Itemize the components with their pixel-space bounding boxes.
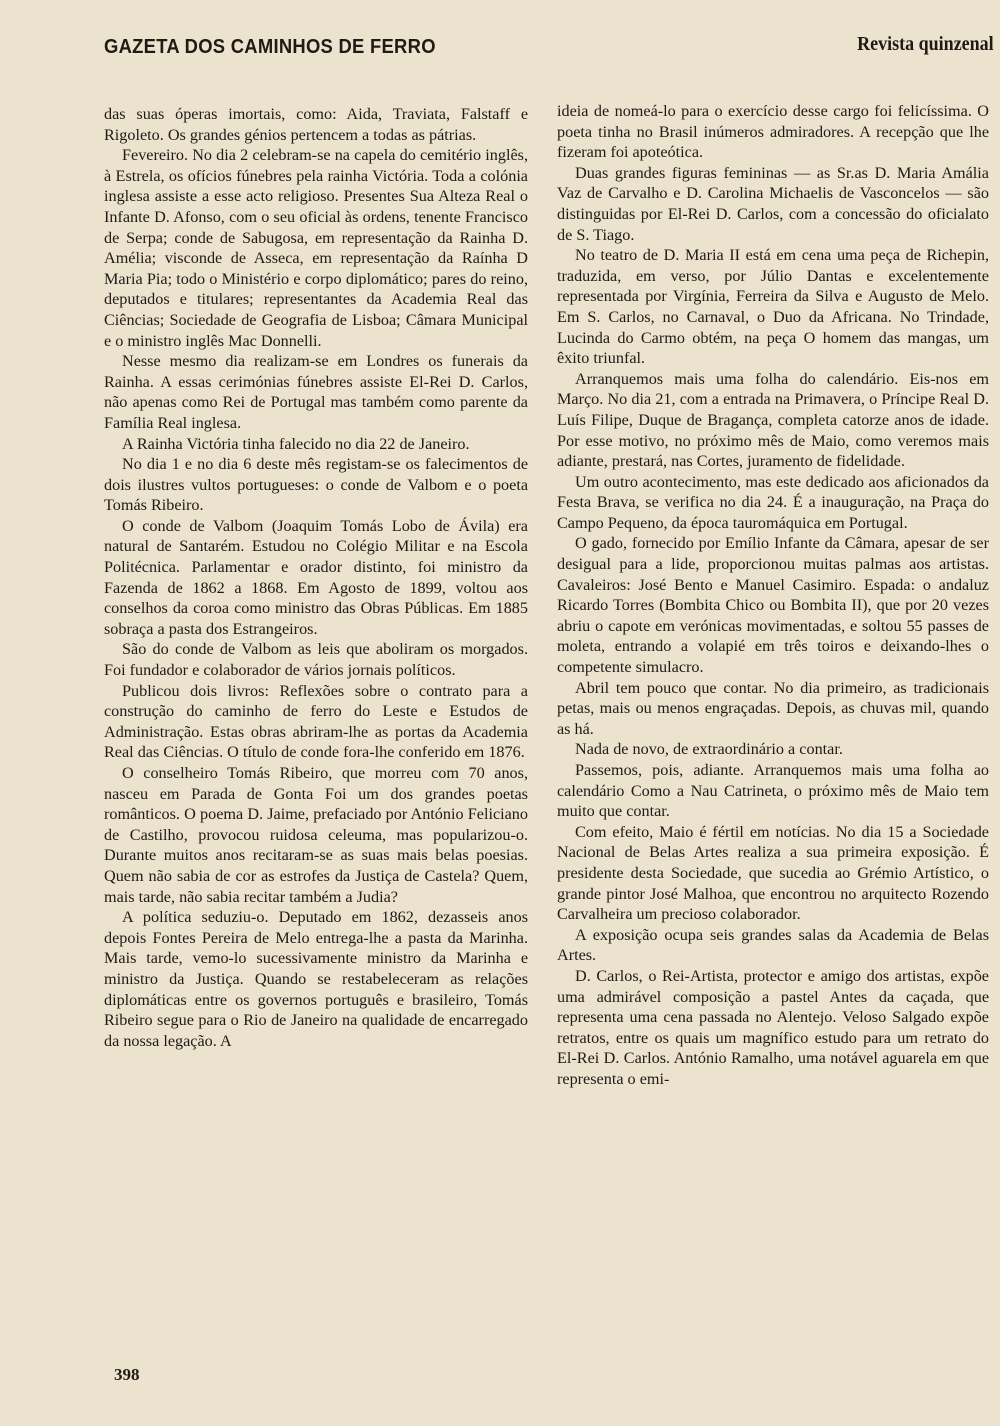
paragraph: O conde de Valbom (Joaquim Tomás Lobo de Ávila) era natural de Santarém. Estudou no Colégio Militar e na Escola Politécnica. Parlamentar e orador distinto, foi ministro da Fazenda de 1862 a 1868. Em Agosto de 1899, voltou aos conselhos da coroa como ministro das Obras Públicas. Em 1885 sobraça a pasta dos Estrangeiros. [104,516,528,638]
paragraph: Passemos, pois, adiante. Arranquemos mais uma folha ao calendário Como a Nau Catrineta, o próximo mês de Maio tem muito que contar. [557,761,989,821]
paragraph: No teatro de D. Maria II está em cena uma peça de Richepin, traduzida, em verso, por Júlio Dantas e excelentemente representada por Virgínia, Ferreira da Silva e Augusto de Melo. Em S. Carlos, no Carnaval, o Duo da Africana. No Trindade, Lucinda do Carmo obtém, na peça O homem das mangas, um êxito triunfal. [557,246,989,368]
right-column [557,101,989,1090]
paragraph: O conselheiro Tomás Ribeiro, que morreu com 70 anos, nasceu em Parada de Gonta Foi um dos grandes poetas românticos. O poema D. Jaime, prefaciado por António Feliciano de Castilho, provocou ruidosa celeuma, mas popularizou-o. Durante muitos anos recitaram-se as suas mais belas poesias. Quem não sabia de cor as estrofes da Justiça de Castela? Quem, mais tarde, não sabia recitar também a Judia? [104,764,528,906]
paragraph: A política seduziu-o. Deputado em 1862, dezasseis anos depois Fontes Pereira de Melo entrega-lhe a pasta da Marinha. Mais tarde, vemo-lo sucessivamente ministro da Marinha e ministro da Justiça. Quando se restabeleceram as relações diplomáticas entre os governos português e brasileiro, Tomás Ribeiro segue para o Rio de Janeiro na qualidade de encarregado da nossa legação. A [104,908,528,1050]
paragraph: A exposição ocupa seis grandes salas da Academia de Belas Artes. [557,925,989,965]
paragraph: Um outro acontecimento, mas este dedicado aos aficionados da Festa Brava, se verifica no dia 24. É a inauguração, na Praça do Campo Pequeno, da época tauromáquica em Portugal. [557,472,989,532]
paragraph: No dia 1 e no dia 6 deste mês registam-se os falecimentos de dois ilustres vultos portugueses: o conde de Valbom e o poeta Tomás Ribeiro. [104,455,528,515]
left-column [104,104,528,1051]
journal-section: Revista quinzenal [857,33,994,55]
paragraph: Arranquemos mais uma folha do calendário. Eis-nos em Março. No dia 21, com a entrada na Primavera, o Príncipe Real D. Luís Filipe, Duque de Bragança, completa catorze anos de idade. Por esse motivo, no próximo mês de Maio, como veremos mais adiante, prestará, nas Cortes, juramento de fidelidade. [557,369,989,471]
paragraph: Fevereiro. No dia 2 celebram-se na capela do cemitério inglês, à Estrela, os ofícios fúnebres pela rainha Victória. Toda a colónia inglesa assiste a esse acto religioso. Presentes Sua Alteza Real o Infante D. Afonso, com o seu oficial às ordens, tenente Francisco de Serpa; conde de Sabugosa, em representação da Rainha D. Amélia; visconde de Asseca, em representação da Raínha D Maria Pia; todo o Ministério e corpo diplomático; pares do reino, deputados e titulares; representantes da Academia Real das Ciências; Sociedade de Geografia de Lisboa; Câmara Municipal e o ministro inglês Mac Donnelli. [104,146,528,350]
paragraph: Nesse mesmo dia realizam-se em Londres os funerais da Rainha. A essas cerimónias fúnebres assiste El-Rei D. Carlos, não apenas como Rei de Portugal mas também como parente da Família Real inglesa. [104,352,528,432]
journal-title: GAZETA DOS CAMINHOS DE FERRO [104,36,436,58]
paragraph: Abril tem pouco que contar. No dia primeiro, as tradicionais petas, mais ou menos engraçadas. Depois, as chuvas mil, quando as há. [557,678,989,738]
paragraph: Nada de novo, de extraordinário a contar. [575,740,843,759]
paragraph: D. Carlos, o Rei-Artista, protector e amigo dos artistas, expõe uma admirável composição a pastel Antes da caçada, que representa uma cena passada no Alentejo. Veloso Salgado expõe retratos, entre os quais um magnífico estudo para um retrato do El-Rei D. Carlos. António Ramalho, uma notável aguarela em que representa o emi- [557,966,989,1088]
paragraph: A Rainha Victória tinha falecido no dia 22 de Janeiro. [122,434,470,453]
paragraph: Publicou dois livros: Reflexões sobre o contrato para a construção do caminho de ferro do Leste e Estudos de Administração. Estas obras abriram-lhe as portas da Academia Real das Ciências. O título de conde fora-lhe conferido em 1876. [104,681,528,762]
paragraph: Com efeito, Maio é fértil em notícias. No dia 15 a Sociedade Nacional de Belas Artes realiza a sua primeira exposição. É presidente desta Sociedade, que sucedia ao Grémio Artístico, o grande pintor José Malhoa, que encontrou no arquitecto Rozendo Carvalheira um precioso colaborador. [557,822,989,924]
paragraph: ideia de nomeá-lo para o exercício desse cargo foi felicíssima. O poeta tinha no Brasil inúmeros admiradores. A recepção que lhe fizeram foi apoteótica. [557,102,989,162]
paragraph: O gado, fornecido por Emílio Infante da Câmara, apesar de ser desigual para a lide, proporcionou muitas palmas aos artistas. Cavaleiros: José Bento e Manuel Casimiro. Espada: o andaluz Ricardo Torres (Bombita Chico ou Bombita II), que por 20 vezes abriu o capote em verónicas movimentadas, e soltou 55 passes de moleta, entrando a volapié em três toiros e deixando-lhes o competente simulacro. [557,534,989,677]
paragraph: Duas grandes figuras femininas — as Sr.as D. Maria Amália Vaz de Carvalho e D. Carolina Michaelis de Vasconcelos — são distinguidas por El-Rei D. Carlos, com a concessão do oficialato de S. Tiago. [557,163,989,244]
page-number: 398 [114,1365,140,1384]
paragraph: das suas óperas imortais, como: Aida, Traviata, Falstaff e Rigoleto. Os grandes génios pertencem a todas as pátrias. [104,105,528,144]
paragraph: São do conde de Valbom as leis que aboliram os morgados. Foi fundador e colaborador de vários jornais políticos. [104,640,528,680]
